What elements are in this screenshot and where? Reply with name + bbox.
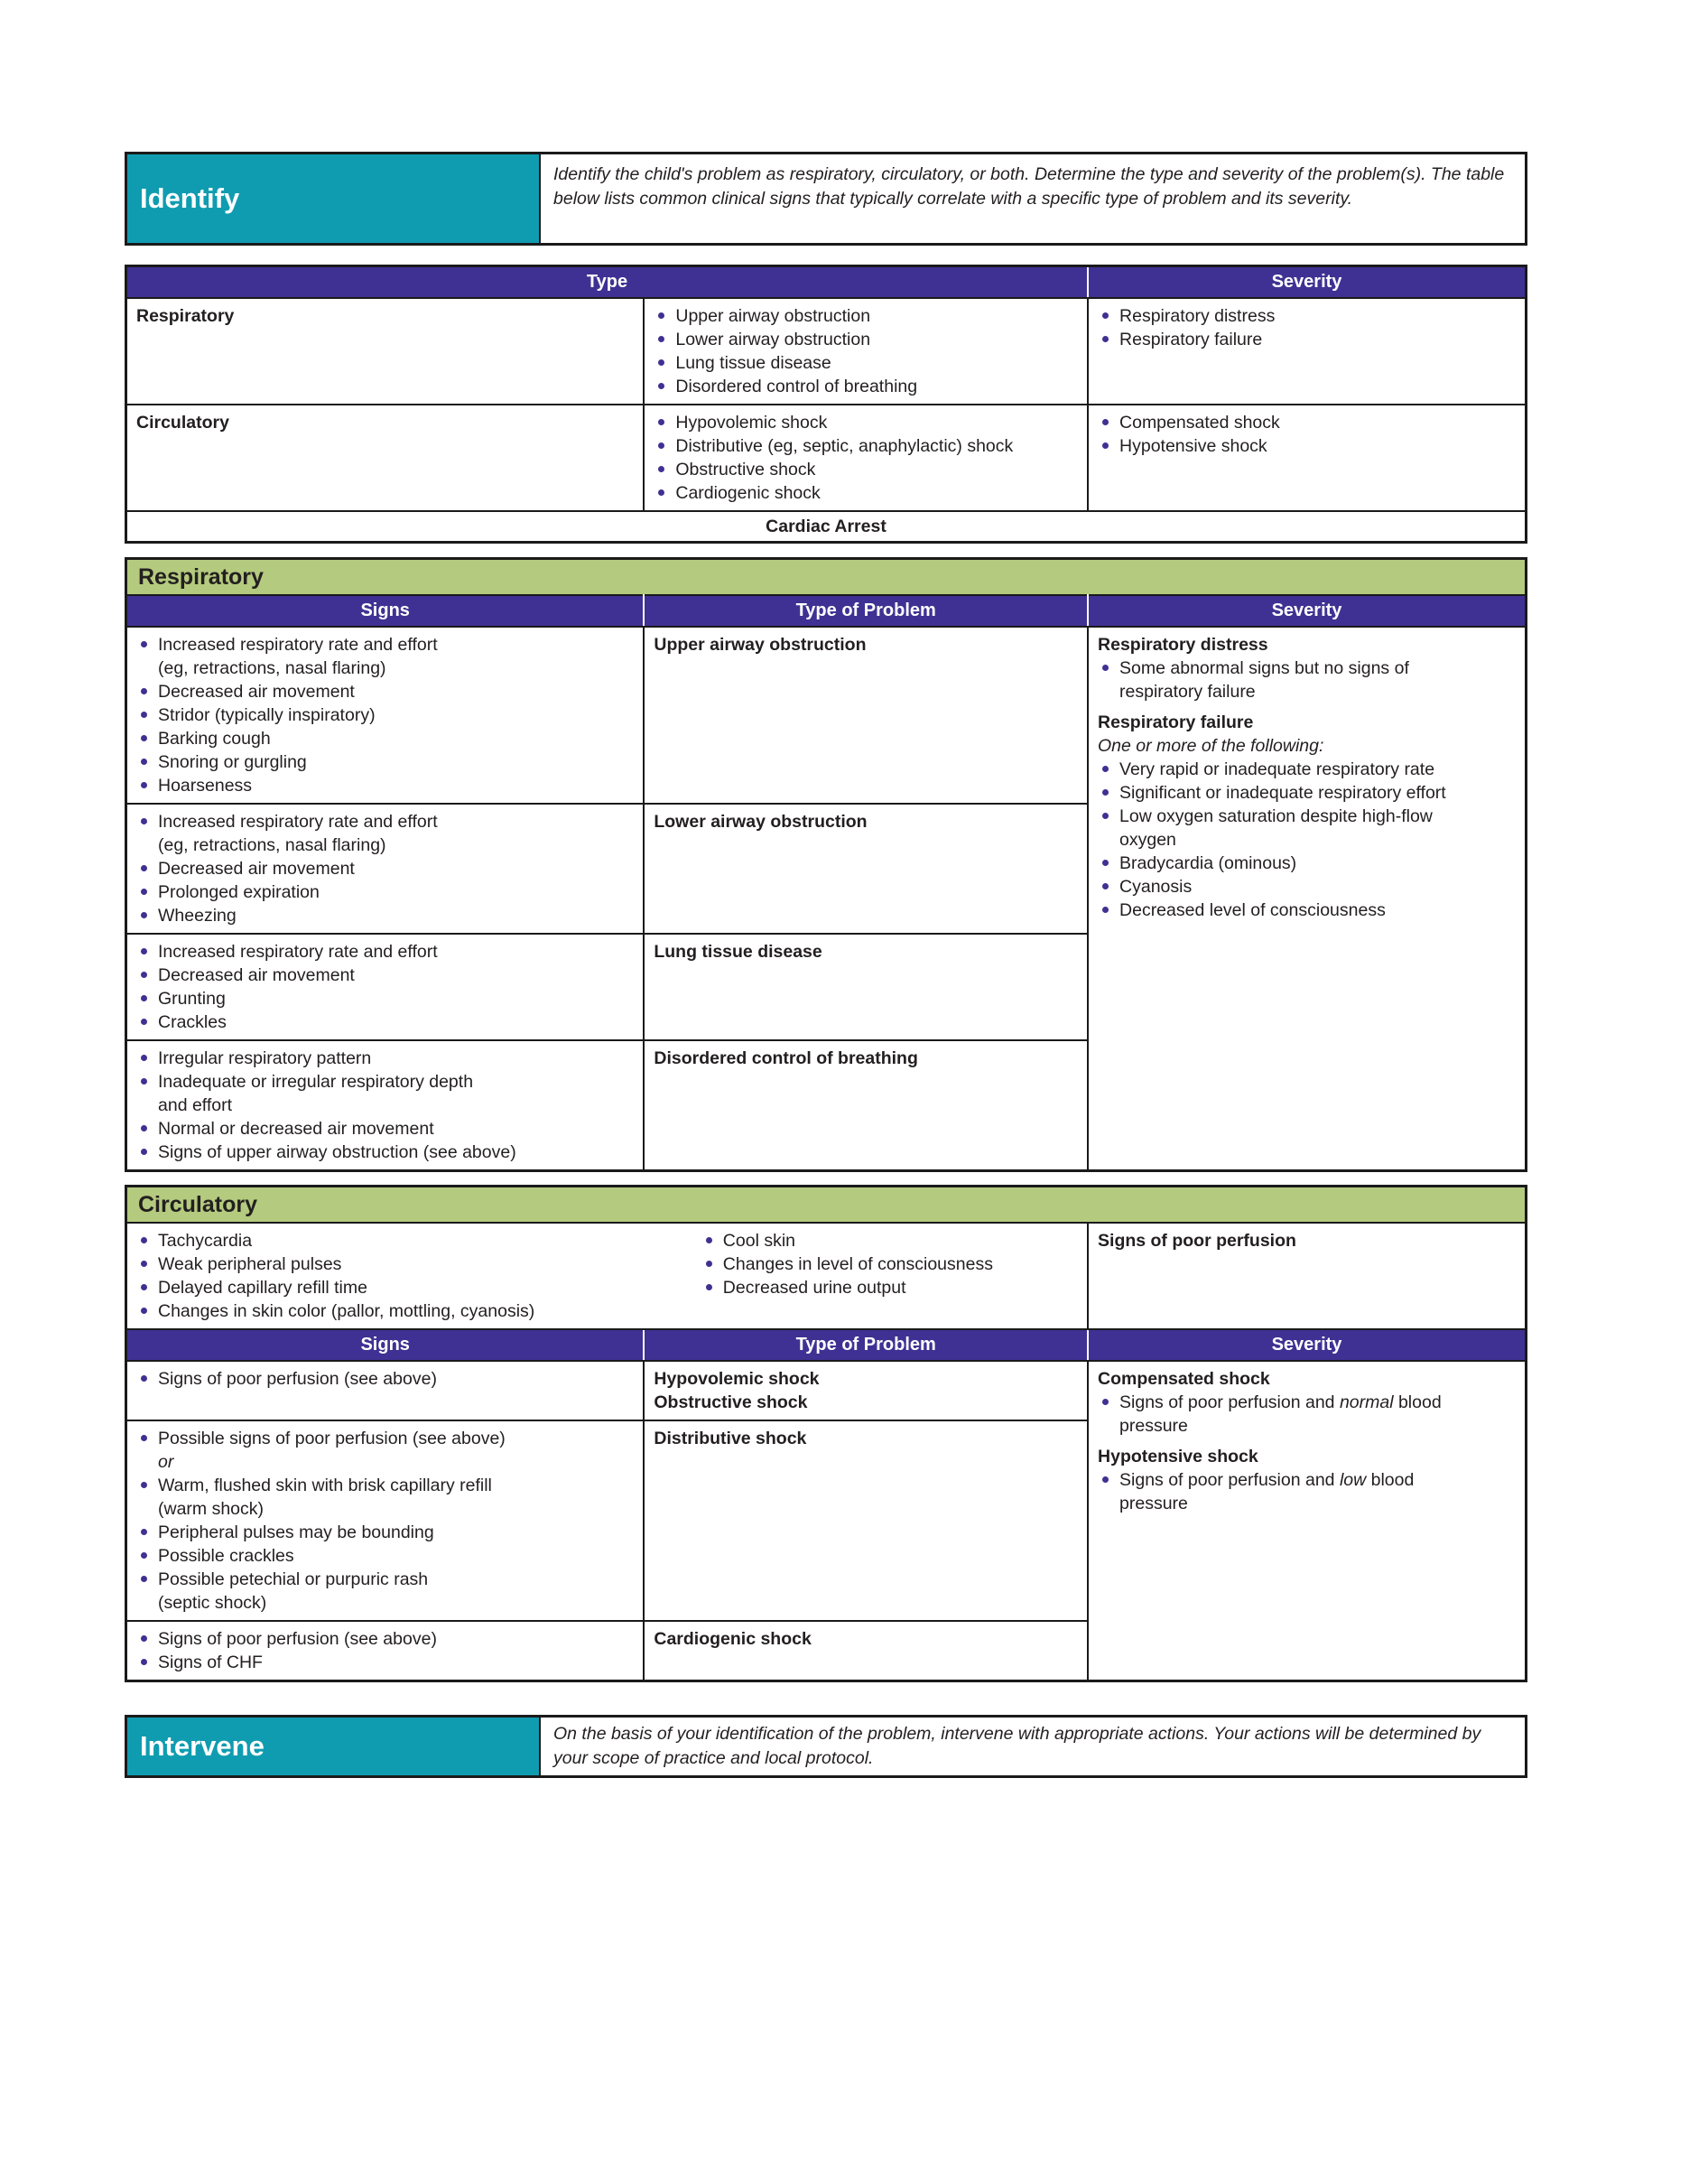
list-item: Bradycardia (ominous) [1098,852,1516,875]
table-row [126,627,1527,804]
category-cell: Circulatory [126,405,645,511]
respiratory-section [125,557,1527,1172]
list-item: Decreased air movement [136,680,634,703]
signs-header: Signs [126,595,645,627]
intervene-description: On the basis of your identification of the problem, intervene with appropriate actions. Your actions will be determined by your scope of practice and local protocol. [553,1724,1481,1768]
list-item: Cardiogenic shock [654,1629,812,1649]
list-item: Irregular respiratory pattern [136,1047,634,1070]
severity-note: One or more of the following: [1098,736,1324,756]
circulatory-header-row [126,1329,1527,1361]
signs-header: Signs [126,1329,645,1361]
list-item: Lung tissue disease [654,351,1078,375]
type-cell [644,1621,1088,1681]
list-item: Inadequate or irregular respiratory depth and effort [136,1070,634,1117]
table-row [126,405,1527,511]
list-item: Decreased urine output [701,1276,1078,1299]
identify-description: Identify the child's problem as respiratory, circulatory, or both. Determine the type and severity of the problem(s). The table below lists common clinical signs that typically correlate with a specific type of problem and its severity. [553,164,1505,209]
signs-cell [126,1361,645,1420]
list-item: Grunting [136,987,634,1010]
list-item: Hypotensive shock [1098,434,1516,458]
respiratory-section-title: Respiratory [125,557,1527,594]
list-item: Increased respiratory rate and effort (eg, retractions, nasal flaring) [136,810,634,857]
identify-label: Identify [127,154,541,243]
list-item: Snoring or gurgling [136,750,634,774]
type-cell [644,1420,1088,1621]
list-item: Significant or inadequate respiratory effort [1098,781,1516,805]
list-item: Cool skin [701,1229,1078,1252]
overview-table [125,265,1527,544]
type-of-problem-header: Type of Problem [644,1329,1088,1361]
list-item: Tachycardia [136,1229,701,1252]
list-item: Signs of poor perfusion and normal blood pressure [1098,1391,1516,1438]
respiratory-table [125,594,1527,1172]
overview-header-row [126,266,1527,299]
severity-header: Severity [1088,595,1526,627]
list-item: Possible crackles [136,1544,634,1568]
list-item: Hypovolemic shock [654,411,1078,434]
intervene-banner [125,1715,1527,1778]
list-item: Low oxygen saturation despite high-flow oxygen [1098,805,1516,852]
list-item: Crackles [136,1010,634,1034]
list-item: Changes in skin color (pallor, mottling, cyanosis) [136,1299,701,1323]
list-item: Barking cough [136,727,634,750]
list-item: Hypovolemic shock [654,1369,820,1389]
severity-heading: Respiratory distress [1098,635,1268,655]
severity-heading: Compensated shock [1098,1369,1270,1389]
perfusion-signs-cell [126,1223,1089,1329]
signs-cell [126,1621,645,1681]
type-cell: Disordered control of breathing [644,1040,1088,1171]
list-item: Decreased air movement [136,857,634,880]
list-item: Obstructive shock [654,1392,808,1412]
circulatory-section-title: Circulatory [125,1185,1527,1222]
signs-cell [126,627,645,804]
list-item: Delayed capillary refill time [136,1276,701,1299]
poor-perfusion-row [126,1223,1527,1329]
table-row [126,298,1527,405]
list-item: Signs of poor perfusion (see above) [136,1627,634,1651]
severity-heading: Hypotensive shock [1098,1447,1258,1466]
signs-cell [126,1040,645,1171]
list-item: Cardiogenic shock [654,481,1078,505]
type-cell [644,1361,1088,1420]
list-item: Increased respiratory rate and effort (eg, retractions, nasal flaring) [136,633,634,680]
list-item: Possible signs of poor perfusion (see above) or [136,1427,634,1474]
severity-cell [1088,298,1526,405]
type-cell: Lung tissue disease [644,934,1088,1040]
document-page [125,152,1527,1778]
list-item: Possible petechial or purpuric rash (septic shock) [136,1568,634,1615]
list-item: Signs of poor perfusion and low blood pressure [1098,1468,1516,1515]
list-item: Prolonged expiration [136,880,634,904]
list-item: Hoarseness [136,774,634,797]
list-item: Normal or decreased air movement [136,1117,634,1141]
identify-banner [125,152,1527,246]
list-item: Compensated shock [1098,411,1516,434]
type-cell [644,405,1088,511]
list-item: Signs of upper airway obstruction (see above) [136,1141,634,1164]
circulatory-table [125,1222,1527,1682]
type-cell: Lower airway obstruction [644,804,1088,934]
cardiac-arrest-cell: Cardiac Arrest [126,511,1527,543]
list-item: Signs of CHF [136,1651,634,1674]
severity-cell [1088,627,1526,1171]
list-item: Cyanosis [1098,875,1516,898]
list-item: Increased respiratory rate and effort [136,940,634,964]
perfusion-severity-cell [1088,1223,1526,1329]
list-item: Signs of poor perfusion (see above) [136,1367,634,1391]
overview-section [125,265,1527,544]
intervene-label: Intervene [127,1718,541,1775]
severity-cell [1088,1361,1526,1681]
signs-cell [126,804,645,934]
list-item: Weak peripheral pulses [136,1252,701,1276]
list-item: Stridor (typically inspiratory) [136,703,634,727]
table-row [126,1361,1527,1420]
type-cell [644,298,1088,405]
list-item: Respiratory failure [1098,328,1516,351]
list-item: Distributive shock [654,1429,807,1448]
list-item: Wheezing [136,904,634,927]
type-of-problem-header: Type of Problem [644,595,1088,627]
category-cell: Respiratory [126,298,645,405]
type-cell: Upper airway obstruction [644,627,1088,804]
list-item: Changes in level of consciousness [701,1252,1078,1276]
list-item: Very rapid or inadequate respiratory rate [1098,758,1516,781]
list-item: Lower airway obstruction [654,328,1078,351]
list-item: Warm, flushed skin with brisk capillary refill (warm shock) [136,1474,634,1521]
severity-cell [1088,405,1526,511]
list-item: Decreased air movement [136,964,634,987]
list-item: Distributive (eg, septic, anaphylactic) shock [654,434,1078,458]
list-item: Upper airway obstruction [654,304,1078,328]
list-item: Some abnormal signs but no signs of respiratory failure [1098,656,1516,703]
signs-cell [126,1420,645,1621]
severity-heading: Signs of poor perfusion [1098,1231,1296,1251]
list-item: Obstructive shock [654,458,1078,481]
list-item: Disordered control of breathing [654,375,1078,398]
list-item: Respiratory distress [1098,304,1516,328]
list-item: Peripheral pulses may be bounding [136,1521,634,1544]
respiratory-header-row [126,595,1527,627]
list-item: Decreased level of consciousness [1098,898,1516,922]
circulatory-section [125,1185,1527,1682]
table-row [126,511,1527,543]
severity-header: Severity [1088,1329,1526,1361]
signs-cell [126,934,645,1040]
severity-header: Severity [1088,266,1526,299]
type-header: Type [126,266,1089,299]
severity-heading: Respiratory failure [1098,712,1254,732]
